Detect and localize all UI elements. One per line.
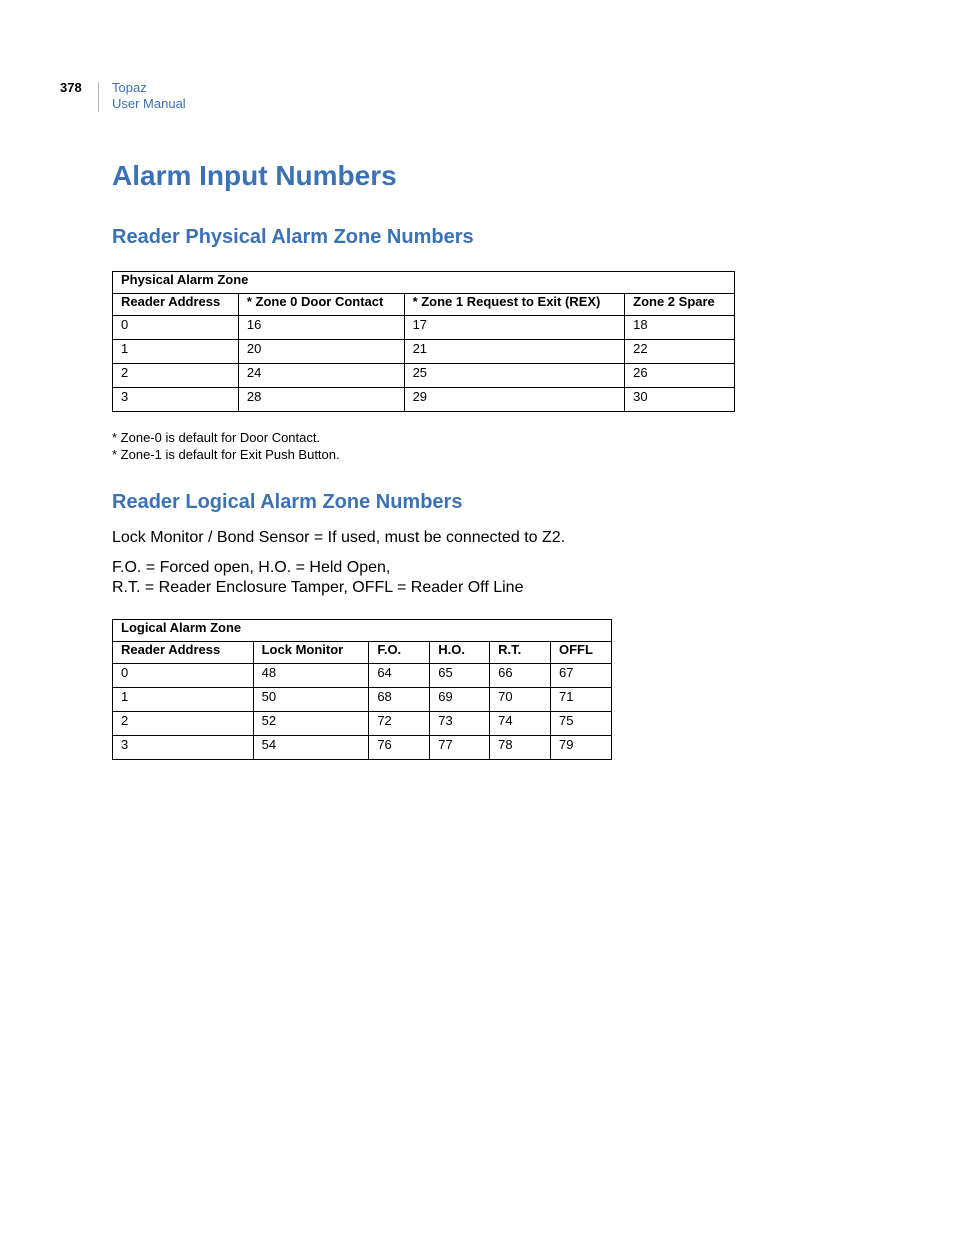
legend-line: F.O. = Forced open, H.O. = Held Open, xyxy=(112,559,391,576)
footnotes xyxy=(112,429,340,463)
column-header: Lock Monitor xyxy=(253,642,369,664)
table-cell: 20 xyxy=(238,340,404,364)
table-cell: 76 xyxy=(369,736,430,760)
table-cell: 17 xyxy=(404,316,625,340)
table-cell: 1 xyxy=(113,688,254,712)
table-cell: 73 xyxy=(430,712,490,736)
running-header xyxy=(112,80,186,112)
table-cell: 18 xyxy=(625,316,735,340)
table-cell: 21 xyxy=(404,340,625,364)
physical-alarm-zone-table xyxy=(112,271,735,412)
column-header: * Zone 0 Door Contact xyxy=(238,294,404,316)
footnote: * Zone-1 is default for Exit Push Button. xyxy=(112,447,340,462)
column-header: * Zone 1 Request to Exit (REX) xyxy=(404,294,625,316)
table-caption: Logical Alarm Zone xyxy=(113,620,612,642)
column-header: H.O. xyxy=(430,642,490,664)
table-caption-row xyxy=(113,272,735,294)
page-number: 378 xyxy=(60,80,82,95)
table-cell: 71 xyxy=(551,688,612,712)
table-cell: 66 xyxy=(490,664,551,688)
table-row xyxy=(113,688,612,712)
table-caption: Physical Alarm Zone xyxy=(113,272,735,294)
table-cell: 64 xyxy=(369,664,430,688)
table-cell: 22 xyxy=(625,340,735,364)
table-cell: 52 xyxy=(253,712,369,736)
table-cell: 50 xyxy=(253,688,369,712)
abbreviation-legend xyxy=(112,558,523,598)
column-header: R.T. xyxy=(490,642,551,664)
table-cell: 2 xyxy=(113,364,239,388)
table-row xyxy=(113,340,735,364)
table-row xyxy=(113,364,735,388)
logical-section-heading: Reader Logical Alarm Zone Numbers xyxy=(112,491,463,513)
footnote: * Zone-0 is default for Door Contact. xyxy=(112,430,321,445)
table-cell: 68 xyxy=(369,688,430,712)
logical-alarm-zone-table xyxy=(112,619,612,760)
table-header-row xyxy=(113,294,735,316)
table-cell: 77 xyxy=(430,736,490,760)
table-cell: 70 xyxy=(490,688,551,712)
table-cell: 26 xyxy=(625,364,735,388)
table-cell: 78 xyxy=(490,736,551,760)
table-cell: 67 xyxy=(551,664,612,688)
table-row xyxy=(113,712,612,736)
table-cell: 74 xyxy=(490,712,551,736)
table-cell: 54 xyxy=(253,736,369,760)
table-cell: 2 xyxy=(113,712,254,736)
table-cell: 3 xyxy=(113,388,239,412)
column-header: Reader Address xyxy=(113,642,254,664)
table-cell: 29 xyxy=(404,388,625,412)
table-row xyxy=(113,736,612,760)
product-name: Topaz xyxy=(112,80,147,95)
column-header: Reader Address xyxy=(113,294,239,316)
legend-line: R.T. = Reader Enclosure Tamper, OFFL = Reader Off Line xyxy=(112,579,524,596)
table-cell: 65 xyxy=(430,664,490,688)
table-cell: 28 xyxy=(238,388,404,412)
table-cell: 79 xyxy=(551,736,612,760)
header-divider xyxy=(98,82,99,112)
table-cell: 48 xyxy=(253,664,369,688)
lock-monitor-note: Lock Monitor / Bond Sensor = If used, must be connected to Z2. xyxy=(112,529,566,546)
table-caption-row xyxy=(113,620,612,642)
column-header: OFFL xyxy=(551,642,612,664)
table-cell: 75 xyxy=(551,712,612,736)
page-title: Alarm Input Numbers xyxy=(112,160,397,191)
table-cell: 69 xyxy=(430,688,490,712)
table-cell: 72 xyxy=(369,712,430,736)
table-cell: 16 xyxy=(238,316,404,340)
table-cell: 0 xyxy=(113,664,254,688)
table-header-row xyxy=(113,642,612,664)
table-cell: 3 xyxy=(113,736,254,760)
table-cell: 0 xyxy=(113,316,239,340)
physical-section-heading: Reader Physical Alarm Zone Numbers xyxy=(112,226,474,248)
table-row xyxy=(113,316,735,340)
table-cell: 24 xyxy=(238,364,404,388)
column-header: F.O. xyxy=(369,642,430,664)
table-cell: 30 xyxy=(625,388,735,412)
document-name: User Manual xyxy=(112,96,186,111)
column-header: Zone 2 Spare xyxy=(625,294,735,316)
table-row xyxy=(113,388,735,412)
table-cell: 25 xyxy=(404,364,625,388)
table-row xyxy=(113,664,612,688)
table-cell: 1 xyxy=(113,340,239,364)
